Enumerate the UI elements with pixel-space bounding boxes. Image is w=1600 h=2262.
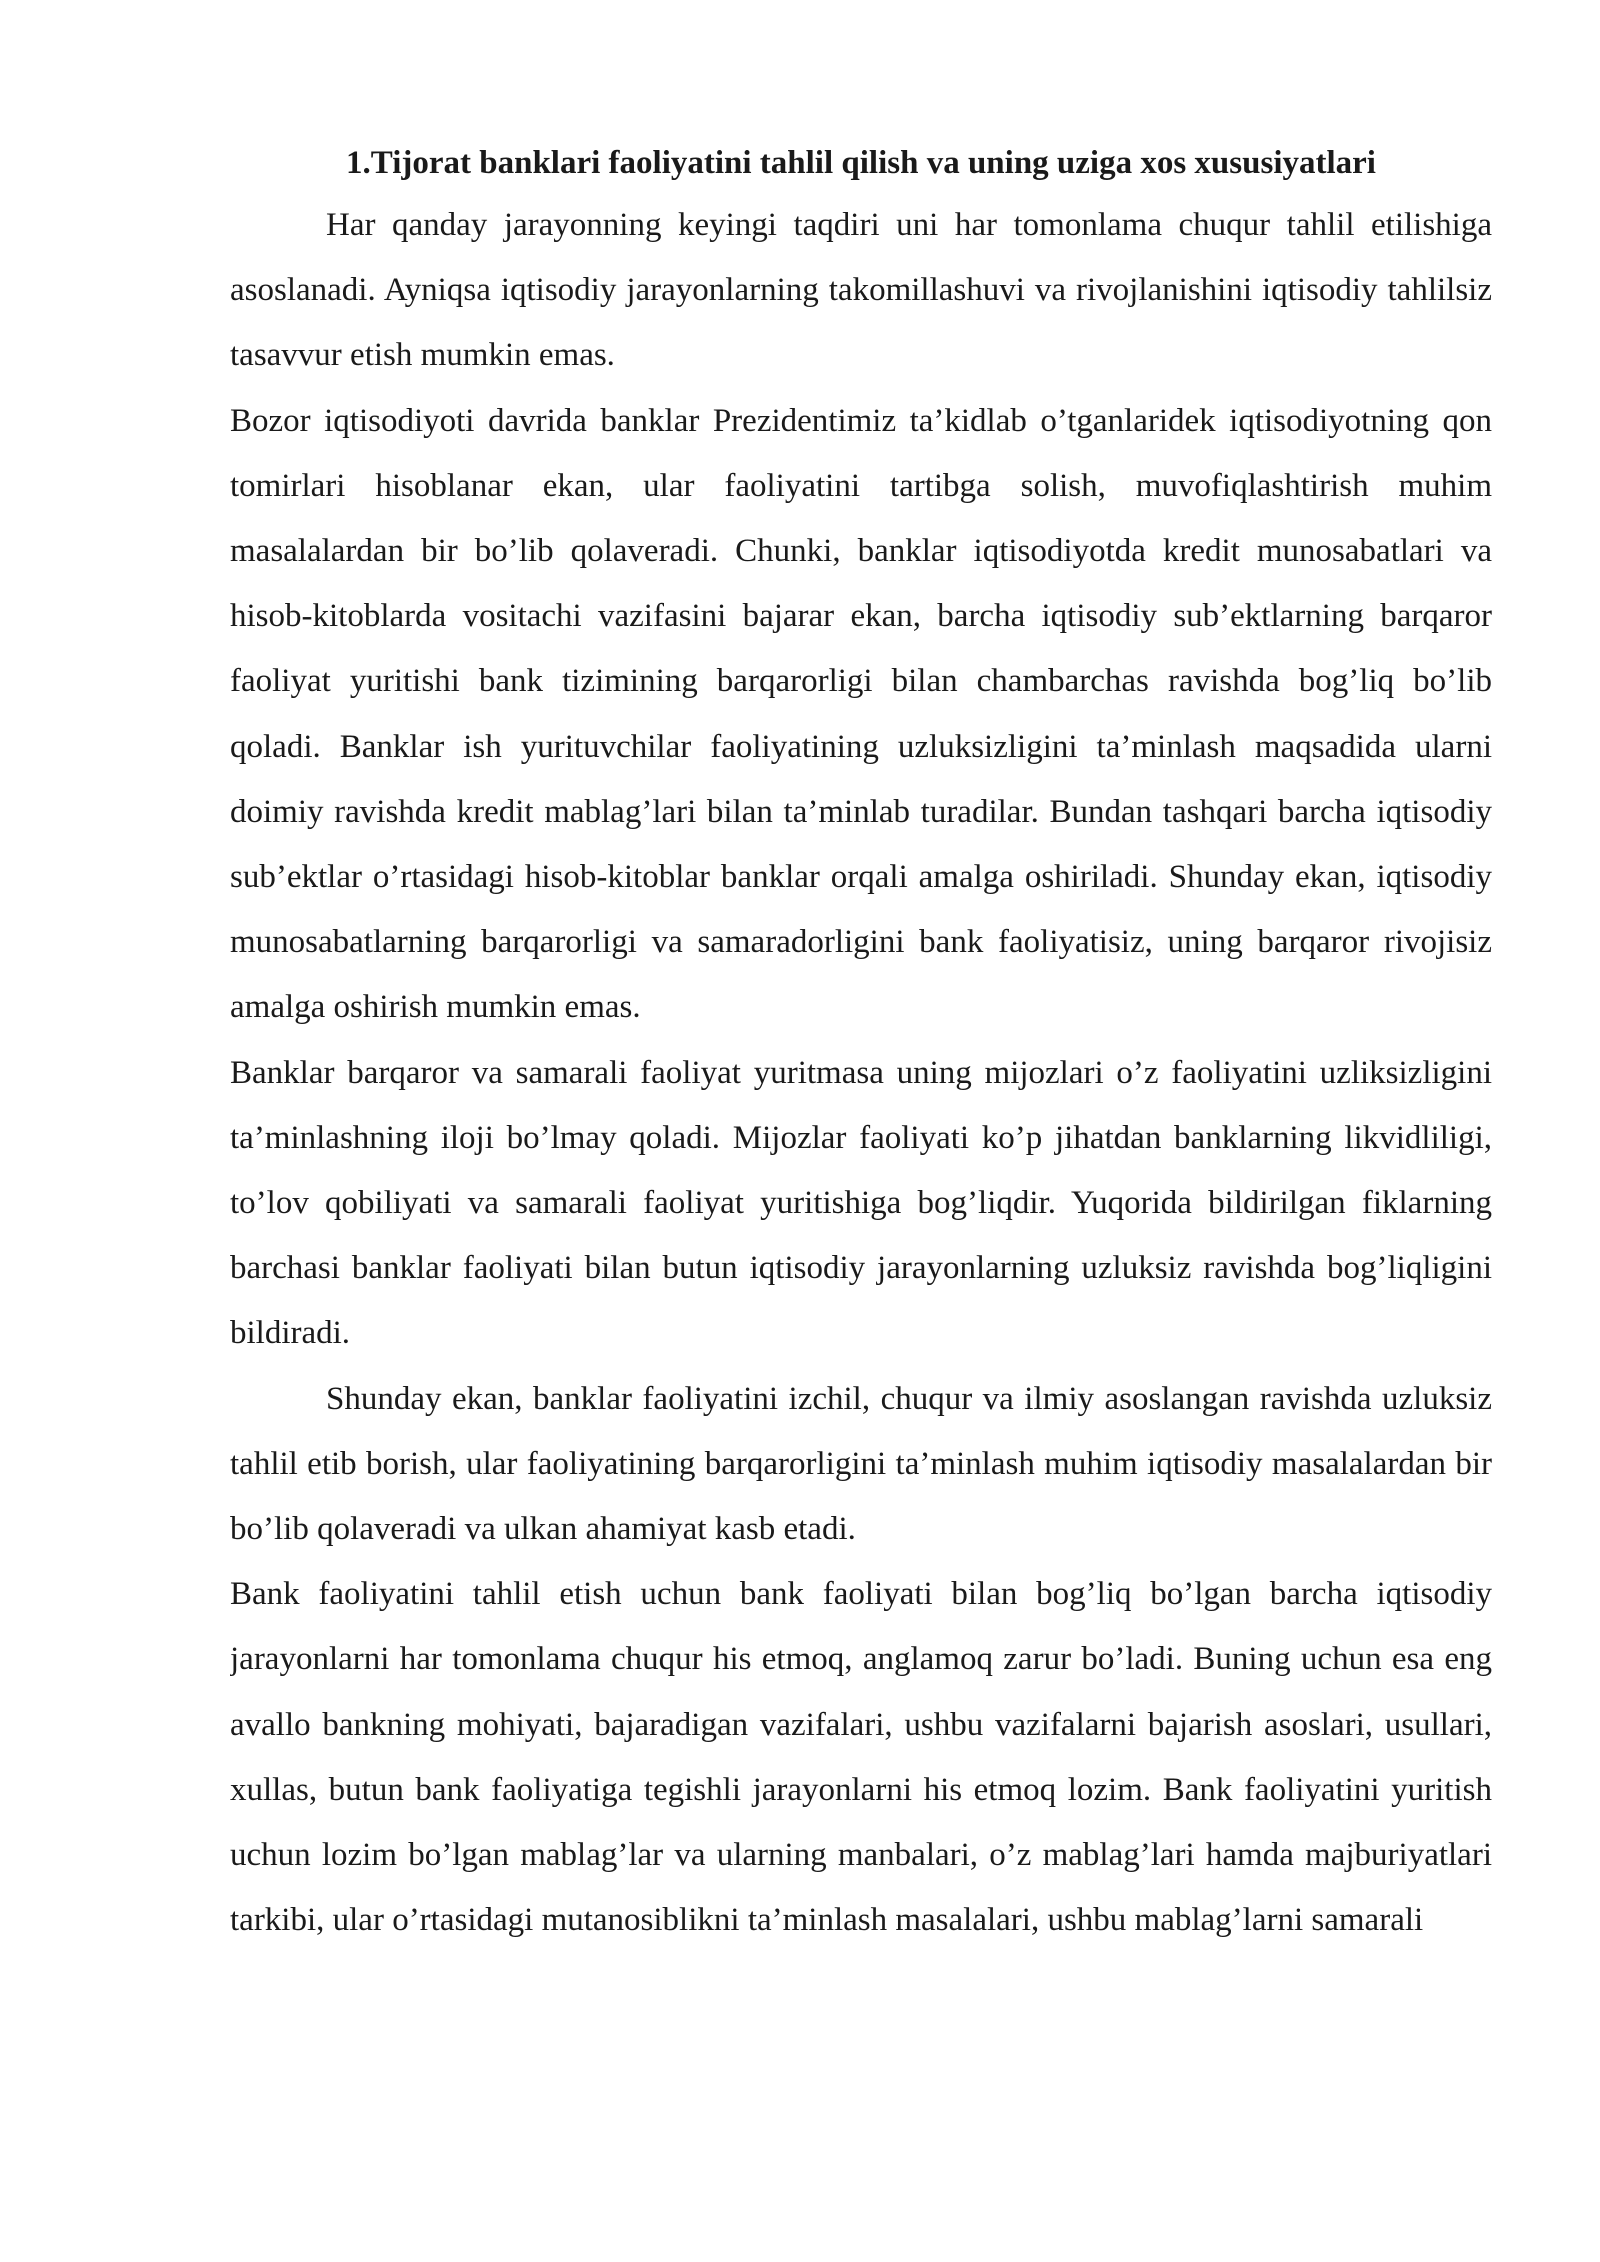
paragraph-3: Banklar barqaror va samarali faoliyat yuritmasa uning mijozlari o’z faoliyatini uzliksizligini ta’minlashning iloji bo’lmay qoladi. Mijozlar faoliyati ko’p jihatdan banklarning likvidliligi, to’lov qobiliyati va samarali faoliyat yuritishiga bog’liqdir. Yuqorida bildirilgan fiklarning barchasi banklar faoliyati bilan butun iqtisodiy jarayonlarning uzluksiz ravishda bog’liqligini bildiradi.	[230, 1054, 1492, 1352]
document-page	[230, 138, 1492, 2138]
paragraph-4: Shunday ekan, banklar faoliyatini izchil, chuqur va ilmiy asoslangan ravishda uzluksiz tahlil etib borish, ular faoliyatining barqarorligini ta’minlash muhim iqtisodiy masalalardan bir bo’lib qolaveradi va ulkan ahamiyat kasb etadi.	[230, 1380, 1492, 1548]
paragraph-1: Har qanday jarayonning keyingi taqdiri uni har tomonlama chuqur tahlil etilishiga asoslanadi. Ayniqsa iqtisodiy jarayonlarning takomillashuvi va rivojlanishini iqtisodiy tahlilsiz tasavvur etish mumkin emas.	[230, 207, 1492, 374]
paragraph-5: Bank faoliyatini tahlil etish uchun bank faoliyati bilan bog’liq bo’lgan barcha iqtisodiy jarayonlarni har tomonlama chuqur his etmoq, anglamoq zarur bo’ladi. Buning uchun esa eng avallo bankning mohiyati, bajaradigan vazifalari, ushbu vazifalarni bajarish asoslari, usullari, xullas, butun bank faoliyatiga tegishli jarayonlarni his etmoq lozim. Bank faoliyatini yuritish uchun lozim bo’lgan mablag’lar va ularning manbalari, o’z mablag’lari hamda majburiyatlari tarkibi, ular o’rtasidagi mutanosiblikni ta’minlash masalalari, ushbu mablag’larni samarali	[230, 1576, 1492, 1939]
paragraph-2: Bozor iqtisodiyoti davrida banklar Prezidentimiz ta’kidlab o’tganlaridek iqtisodiyotning qon tomirlari hisoblanar ekan, ular faoliyatini tartibga solish, muvofiqlashtirish muhim masalalardan bir bo’lib qolaveradi. Chunki, banklar iqtisodiyotda kredit munosabatlari va hisob-kitoblarda vositachi vazifasini bajarar ekan, barcha iqtisodiy sub’ektlarning barqaror faoliyat yuritishi bank tizimining barqarorligi bilan chambarchas ravishda bog’liq bo’lib qoladi. Banklar ish yurituvchilar faoliyatining uzluksizligini ta’minlash maqsadida ularni doimiy ravishda kredit mablag’lari bilan ta’minlab turadilar. Bundan tashqari barcha iqtisodiy sub’ektlar o’rtasidagi hisob-kitoblar banklar orqali amalga oshiriladi. Shunday ekan, iqtisodiy munosabatlarning barqarorligi va samaradorligini bank faoliyatisiz, uning barqaror rivojisiz amalga oshirish mumkin emas.	[230, 402, 1492, 1026]
section-heading: 1.Tijorat banklari faoliyatini tahlil qilish va uning uziga xos xususiyatlari	[346, 145, 1376, 181]
